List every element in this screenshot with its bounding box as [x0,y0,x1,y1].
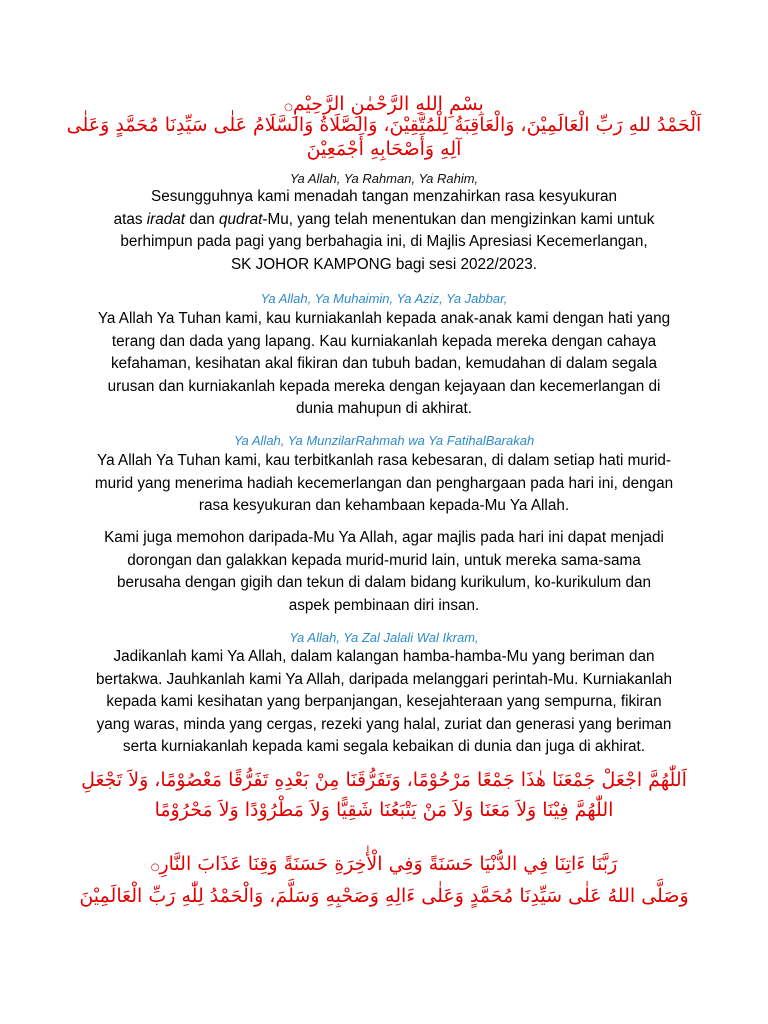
paragraph-3-line: rasa kesyukuran dan kehambaan kepada-Mu Ya Allah. [198,497,570,514]
paragraph-1-line: Sesungguhnya kami menadah tangan menzahirkan rasa kesyukuran [151,188,617,205]
hamdalah-text: اَلْحَمْدُ للهِ رَبِّ الْعَالَمِيْنَ، وَالْعَاقِبَةُ لِلْمُتَّقِيْنَ، وَالصَّلَاةُ وَالسَّلَامُ عَلٰى سَيِّدِنَا مُحَمَّدٍ وَعَلٰى آلِهِ وَأَصْحَابِهِ أَجْمَعِيْنَ [66,114,702,160]
basmalah-text: بِسْمِ اللهِ الرَّحْمٰنِ الرَّحِيْمِ [292,93,484,115]
italic-term: qudrat [219,210,263,228]
paragraph-1-line: berhimpun pada pagi yang berbahagia ini, di Majlis Apresiasi Kecemerlangan, [120,233,648,250]
paragraph-3-line: murid yang menerima hadiah kecemerlangan dan penghargaan pada hari ini, dengan [94,474,674,492]
paragraph-2-line: terang dan dada yang lapang. Kau kurniakanlah kepada mereka dengan cahaya [111,332,657,350]
paragraph-1-line: SK JOHOR KAMPONG bagi sesi 2022/2023. [230,255,538,273]
paragraph-2 [70,308,698,421]
paragraph-2-line: dunia mahupun di akhirat. [295,400,473,417]
salawat-text: وَصَلَّى اللهُ عَلٰى سَيِّدِنَا مُحَمَّدٍ وَعَلٰى ءَالِهِ وَصَحْبِهِ وَسَلَّمَ، وَالْحَمْدُ لِلّٰهِ رَبِّ الْعَالَمِيْنَ [79,885,689,907]
closing-dua-line: اَللّٰهُمَّ اجْعَلْ جَمْعَنَا هٰذَا جَمْعًا مَرْحُوْمًا، وَتَفَرُّقَنَا مِنْ بَعْدِهِ تَفَرُّقًا مَعْصُوْمًا، وَلاَ تَجْعَلِ [81,769,687,791]
invocation-1: Ya Allah, Ya Rahman, Ya Rahim, [289,171,479,186]
paragraph-5-line: Jadikanlah kami Ya Allah, dalam kalangan hamba-hamba-Mu yang beriman dan [113,648,655,665]
paragraph-4-line: dorongan dan galakkan kepada murid-murid lain, untuk mereka sama-sama [127,551,641,569]
paragraph-3-line: Ya Allah Ya Tuhan kami, kau terbitkanlah rasa kebesaran, di dalam setiap hati murid- [97,452,671,469]
italic-term: iradat [146,210,186,228]
paragraph-4 [70,527,698,617]
paragraph-4-line: berusaha dengan gigih dan tekun di dalam bidang kurikulum, ko-kurikulum dan [116,574,652,591]
rabbana-text: رَبَّنَا ءَاتِنَا فِي الدُّنْيَا حَسَنَةً وَفِي الْأٰخِرَةِ حَسَنَةً وَقِنَا عَذَابَ النَّارِ [159,853,618,875]
paragraph-4-line: Kami juga memohon daripada-Mu Ya Allah, agar majlis pada hari ini dapat menjadi [104,529,664,546]
paragraph-5-line: yang waras, minda yang cergas, rezeki yang halal, zuriat dan generasi yang beriman [96,715,672,733]
paragraph-1 [70,186,698,276]
paragraph-5-line: serta kurniakanlah kepada kami segala kebaikan di dunia dan juga di akhirat. [122,738,646,755]
paragraph-2-line: kefahaman, kesihatan akal fikiran dan tubuh badan, kemudahan di dalam segala [111,355,657,372]
invocation-3: Ya Allah, Ya MunzilarRahmah wa Ya FatihalBarakah [233,433,535,448]
paragraph-5-line: kepada kami kesihatan yang berpanjangan, kesejahteraan yang sempurna, fikiran [106,693,662,710]
text-marker-icon: ○ [284,102,293,113]
rabbana-salawat [60,850,708,910]
paragraph-3 [70,450,698,518]
paragraph-2-line: urusan dan kurniakanlah kepada mereka dengan kejayaan dan kecemerlangan di [107,377,661,395]
closing-dua-line: اللّٰهُمَّ فِيْنَا وَلاَ مَعَنَا وَلاَ مَنْ يَتْبَعُنَا شَقِيًّا وَلاَ مَطْرُوْدًا وَلاَ مَحْرُوْمًا [154,799,614,821]
paragraph-5 [70,646,698,759]
invocation-5: Ya Allah, Ya Zal Jalali Wal Ikram, [289,630,479,645]
closing-dua [60,765,708,825]
paragraph-2-line: Ya Allah Ya Tuhan kami, kau kurniakanlah kepada anak-anak kami dengan hati yang [97,310,671,327]
invocation-2: Ya Allah, Ya Muhaimin, Ya Aziz, Ya Jabbar, [260,291,508,306]
paragraph-5-line: bertakwa. Jauhkanlah kami Ya Allah, daripada melanggari perintah-Mu. Kurniakanlah [96,670,672,688]
text-marker-icon: ○ [150,862,160,873]
paragraph-1-line: atas iradat dan qudrat-Mu, yang telah menentukan dan mengizinkan kami untuk [113,210,655,228]
paragraph-4-line: aspek pembinaan diri insan. [288,596,480,614]
